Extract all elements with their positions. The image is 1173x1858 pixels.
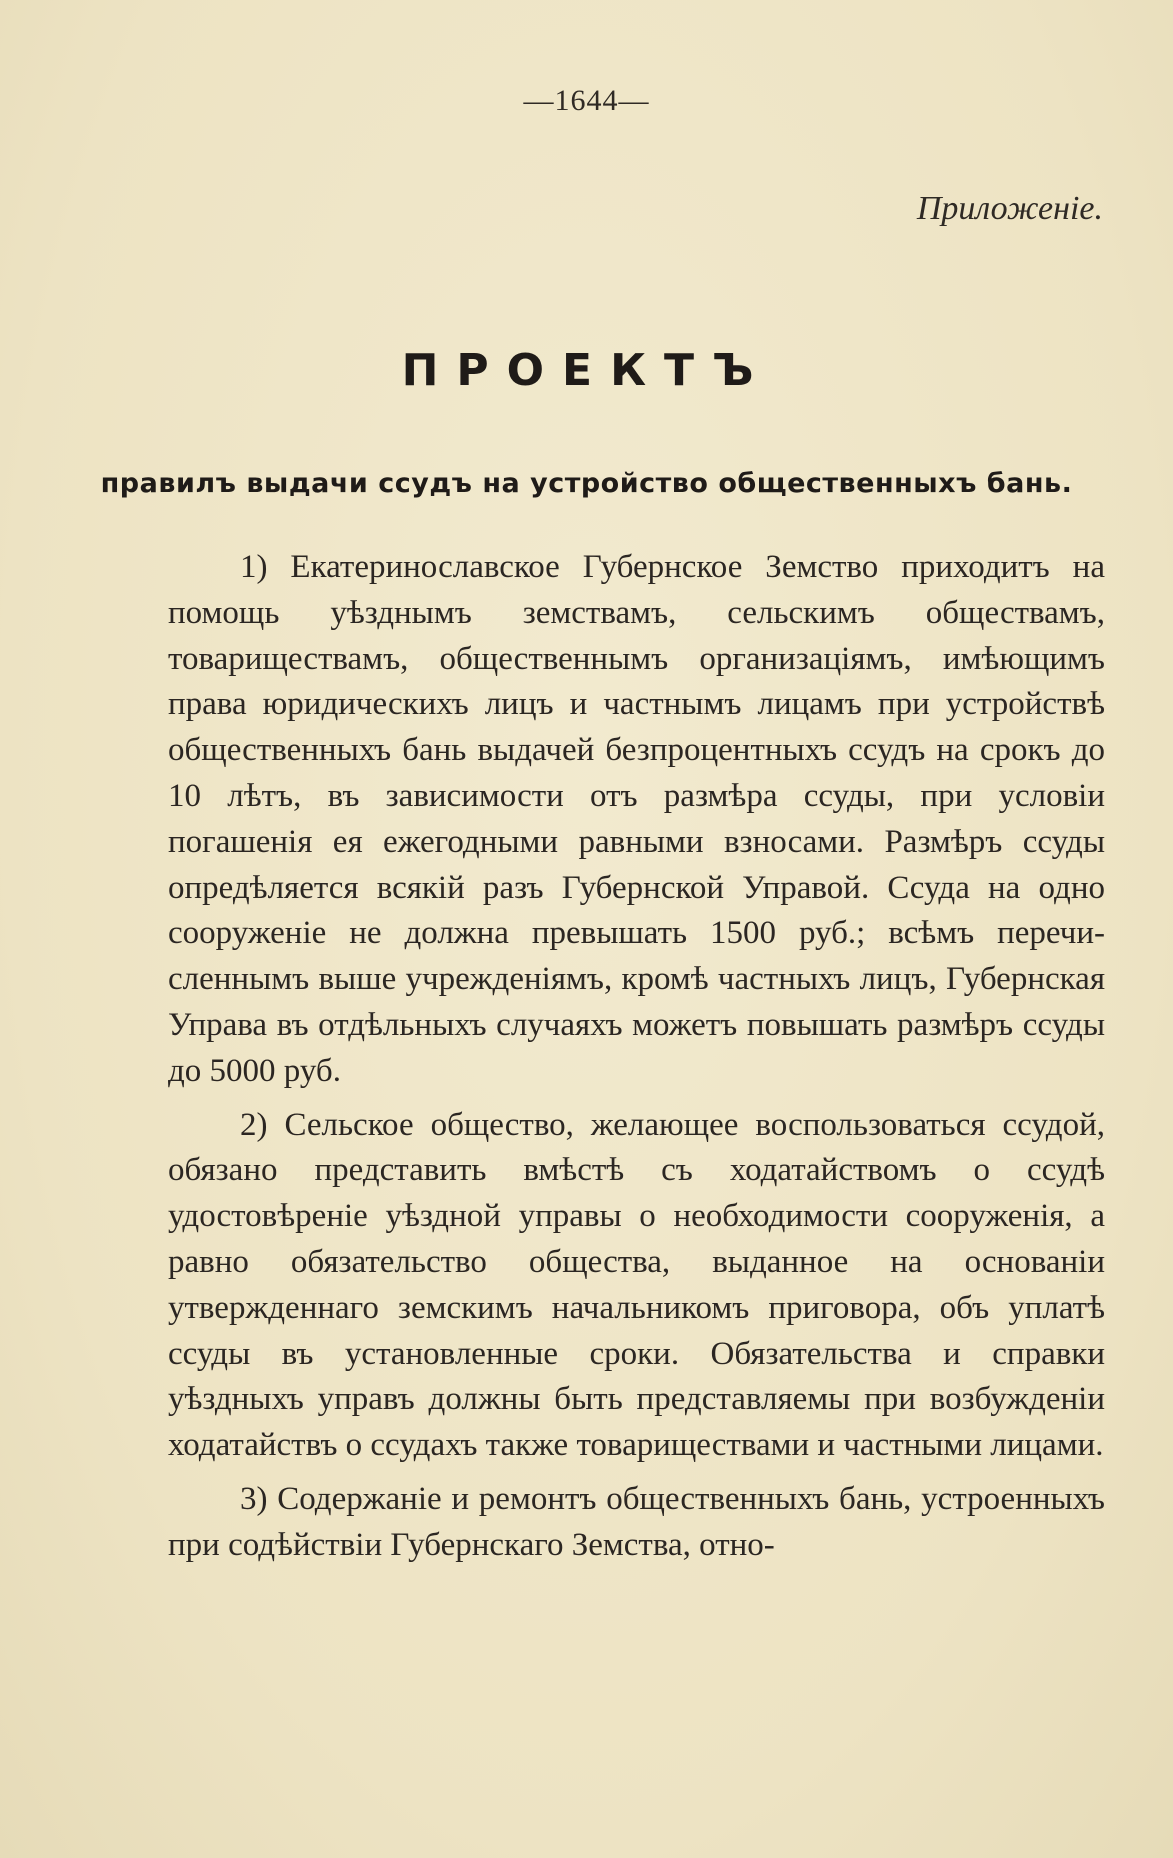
document-body [168, 545, 1105, 1577]
paragraph-1: 1) Екатеринославское Губернское Земство приходитъ на помощь уѣзднымъ земствамъ, сельскимъ обществамъ, товариществамъ, общественнымъ организаціямъ, имѣющимъ права юридическихъ лицъ и частнымъ лицамъ при устройствѣ общественныхъ бань выдачей безпроцентныхъ ссудъ на срокъ до 10 лѣтъ, въ зависимости отъ размѣра ссуды, при условіи погашенія ея ежегодными равными взносами. Размѣръ ссуды опредѣляется всякій разъ Губернской Управой. Ссуда на одно сооруженіе не должна превышать 1500 руб.; всѣмъ перечисленнымъ выше учрежденіямъ, кромѣ частныхъ лицъ, Губернская Управа въ отдѣльныхъ случаяхъ можетъ повышать размѣръ ссуды до 5000 руб. [168, 549, 1105, 1089]
appendix-label: Приложеніе. [916, 190, 1103, 227]
document-title: ПРОЕКТЪ [401, 345, 772, 396]
paragraph-3: 3) Содержаніе и ремонтъ общественныхъ бань, устроенныхъ при содѣйствіи Губернскаго Земства, отно- [168, 1480, 1105, 1563]
document-subtitle: правилъ выдачи ссудъ на устройство общественныхъ бань. [100, 468, 1073, 499]
paragraph-2: 2) Сельское общество, желающее воспользоваться ссудой, обязано представить вмѣстѣ съ ходатайствомъ о ссудѣ удостовѣреніе уѣздной управы о необходимости сооруженія, а равно обязательство общества, выданное на основаніи утвержденнаго земскимъ начальникомъ приговора, объ уплатѣ ссуды въ установленные сроки. Обязательства и справки уѣздныхъ управъ должны быть представляемы при возбужденіи ходатайствъ о ссудахъ также товариществами и частными лицами. [168, 1106, 1105, 1464]
page-number: —1644— [523, 84, 650, 117]
